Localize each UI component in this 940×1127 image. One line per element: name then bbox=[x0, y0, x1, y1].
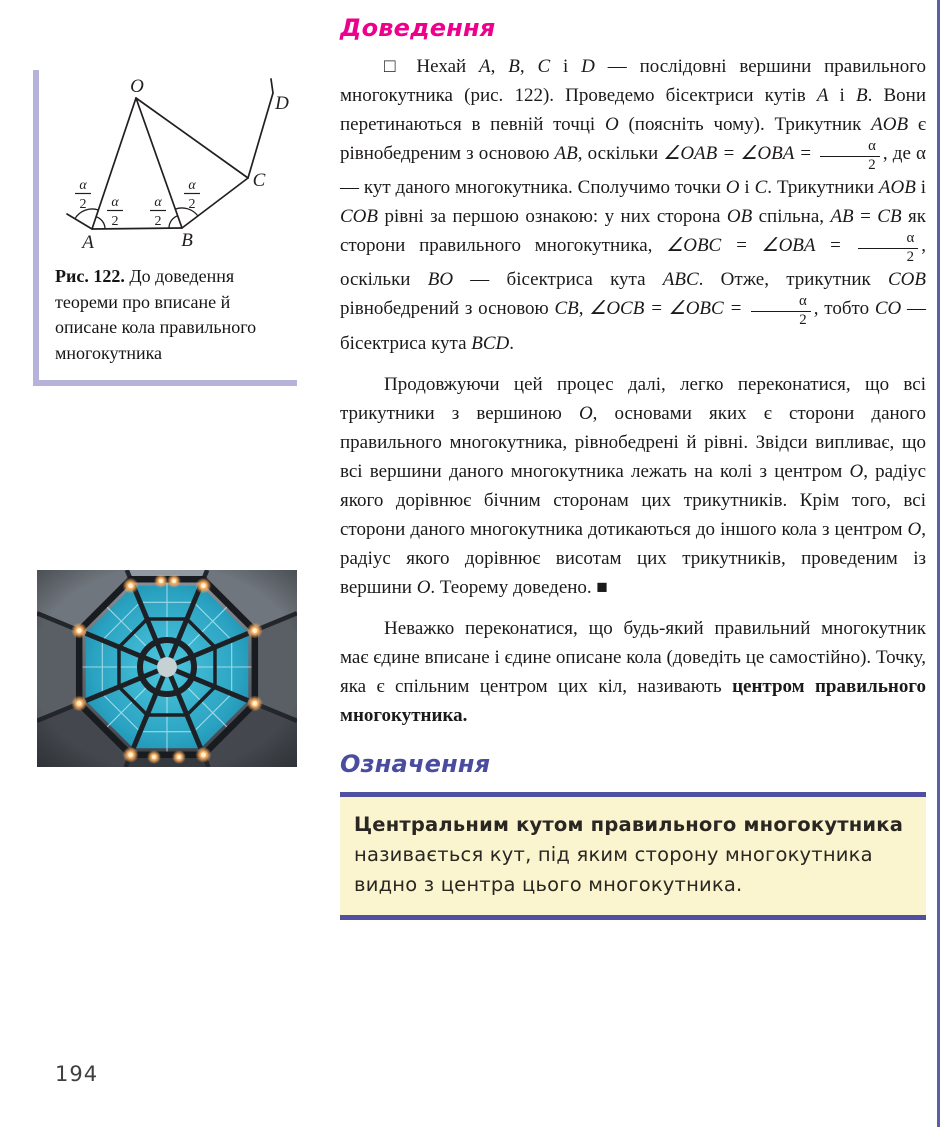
text-run: — послідовні вершини правильного многокутника (рис. 122). Проведемо бісектриси кутів bbox=[340, 56, 927, 106]
text-run: , основами яких є сторони даного правильного многокутника, рівнобедрені й рівні. Звідси випливає, що всі вершини даного многокутника лежать на колі з центром bbox=[340, 402, 926, 482]
text-run: . Вони перетинаються в певній точці bbox=[340, 85, 926, 135]
text-run: , bbox=[519, 56, 538, 77]
text-run: BCD bbox=[471, 332, 510, 354]
text-run: ∠OCB = ∠OBC = bbox=[589, 298, 749, 320]
text-run: і bbox=[828, 85, 856, 106]
text-run: , оскільки bbox=[340, 235, 926, 291]
text-run: COB bbox=[340, 206, 378, 228]
text-run: AOB bbox=[878, 177, 916, 199]
text-run: □ Нехай bbox=[384, 56, 480, 77]
text-run: O bbox=[725, 177, 740, 199]
definition-text: називається кут, під яким сторону многокутника видно з центра цього многокутника. bbox=[354, 842, 873, 896]
text-run: C bbox=[754, 177, 768, 199]
text-run: CB bbox=[554, 298, 579, 320]
fraction-a-inner bbox=[107, 195, 123, 229]
text-run: . Трикутники bbox=[767, 177, 879, 199]
text-run: . Отже, трикутник bbox=[698, 269, 888, 291]
text-run: CB bbox=[877, 206, 902, 228]
text-run: BO bbox=[427, 269, 454, 291]
text-run: C bbox=[537, 56, 551, 77]
text-run: ∠OAB = ∠OBA = bbox=[663, 143, 818, 164]
definition-heading: Означення bbox=[340, 749, 491, 778]
page-number: 194 bbox=[55, 1062, 99, 1086]
text-run: B bbox=[855, 85, 868, 106]
text-run: ∠OBC = ∠OBA = bbox=[666, 235, 856, 257]
text-run: — бісектриса кута bbox=[453, 269, 663, 291]
text-run: Продовжуючи цей процес далі, легко переконатися, що всі трикутники з вершиною bbox=[340, 373, 926, 424]
proof-heading: Доведення bbox=[340, 14, 496, 42]
text-run: центром правильного многокутника. bbox=[340, 675, 926, 726]
text-run: AB bbox=[554, 143, 578, 164]
text-run: O bbox=[578, 402, 593, 424]
proof-paragraph-1 bbox=[340, 52, 926, 358]
label-A: A bbox=[82, 232, 94, 253]
text-run: ABC bbox=[662, 269, 699, 291]
text-run: B bbox=[508, 56, 520, 77]
text-run: , bbox=[490, 56, 509, 77]
text-run: O bbox=[907, 518, 922, 540]
svg-text:α: α bbox=[188, 178, 196, 193]
text-run: , оскільки bbox=[577, 143, 664, 164]
label-D: D bbox=[275, 93, 289, 114]
label-B: B bbox=[181, 230, 193, 251]
svg-text:2: 2 bbox=[154, 214, 162, 229]
text-run: O bbox=[416, 576, 431, 598]
text-run: , де α — кут даного многокутника. Сполучимо точки bbox=[340, 143, 926, 199]
figure-caption-number: Рис. 122. bbox=[55, 266, 125, 286]
svg-text:2: 2 bbox=[188, 197, 196, 212]
photo-vignette bbox=[37, 570, 297, 767]
label-C: C bbox=[252, 170, 266, 191]
text-run: , тобто bbox=[813, 298, 875, 320]
text-run: = bbox=[853, 206, 878, 228]
text-run: AB bbox=[830, 206, 854, 228]
inline-fraction: $\frac{\alpha}{2}$ bbox=[748, 294, 814, 328]
svg-text:2: 2 bbox=[79, 197, 87, 212]
svg-text:α: α bbox=[111, 195, 119, 210]
text-run: і bbox=[915, 177, 927, 199]
text-run: . bbox=[509, 332, 515, 354]
definition-box bbox=[340, 792, 926, 921]
text-run: і bbox=[739, 177, 755, 199]
figure-lines bbox=[67, 79, 273, 229]
text-run: O bbox=[604, 114, 619, 135]
text-run: Неважко переконатися, що будь-який правильний многокутник має єдине вписане і єдине описане кола (доведіть це самостійно). Точку, яка є спільним центром цих кіл, називають bbox=[340, 617, 926, 697]
fraction-b-outer bbox=[184, 178, 200, 212]
fraction-a-outer bbox=[75, 178, 91, 212]
text-run: рівні за першою ознакою: у них сторона bbox=[378, 206, 727, 228]
figure-122-diagram bbox=[30, 60, 298, 265]
text-run: D bbox=[581, 56, 595, 77]
text-run: (поясніть чому). Трикутник bbox=[618, 114, 872, 135]
text-run: A bbox=[816, 85, 829, 106]
text-run: і bbox=[550, 56, 582, 77]
skylight-photo bbox=[37, 570, 297, 767]
text-run: CO bbox=[874, 298, 902, 320]
text-run: OB bbox=[726, 206, 753, 228]
label-O: O bbox=[130, 76, 144, 97]
svg-text:α: α bbox=[154, 195, 162, 210]
svg-text:α: α bbox=[79, 178, 87, 193]
fraction-b-inner bbox=[150, 195, 166, 229]
figure-caption-text: До доведення теореми про вписане й описане кола правильного многокутника bbox=[55, 266, 257, 363]
text-run: , радіус якого дорівнює бічним сторонам цих трикутників. Крім того, всі сторони даного многокутника дотикаються до іншого кола з центром bbox=[340, 460, 926, 540]
text-run: AOB bbox=[871, 114, 909, 135]
proof-paragraph-3 bbox=[340, 614, 926, 730]
inline-fraction: $\frac{\alpha}{2}$ bbox=[855, 231, 921, 265]
text-run: як сторони правильного многокутника, bbox=[340, 206, 926, 257]
definition-term: Центральним кутом правильного многокутника bbox=[354, 812, 904, 836]
text-run: — бісектриса кута bbox=[340, 298, 926, 354]
inline-fraction: $\frac{\alpha}{2}$ bbox=[817, 139, 883, 173]
text-run: . Теорему доведено. ■ bbox=[430, 576, 608, 598]
text-run: спільна, bbox=[752, 206, 831, 228]
text-run: , радіус якого дорівнює висотам цих трикутників, проведеним із вершини bbox=[340, 518, 926, 598]
figure-122-caption bbox=[55, 264, 293, 366]
main-text-column bbox=[340, 14, 926, 920]
proof-paragraph-2 bbox=[340, 370, 926, 602]
text-run: , bbox=[578, 298, 590, 320]
svg-text:2: 2 bbox=[111, 214, 119, 229]
text-run: O bbox=[849, 460, 864, 482]
text-run: є рівнобедреним з основою bbox=[340, 114, 927, 164]
text-run: рівнобедрений з основою bbox=[340, 298, 555, 320]
text-run: COB bbox=[888, 269, 926, 291]
text-run: A bbox=[479, 56, 491, 77]
